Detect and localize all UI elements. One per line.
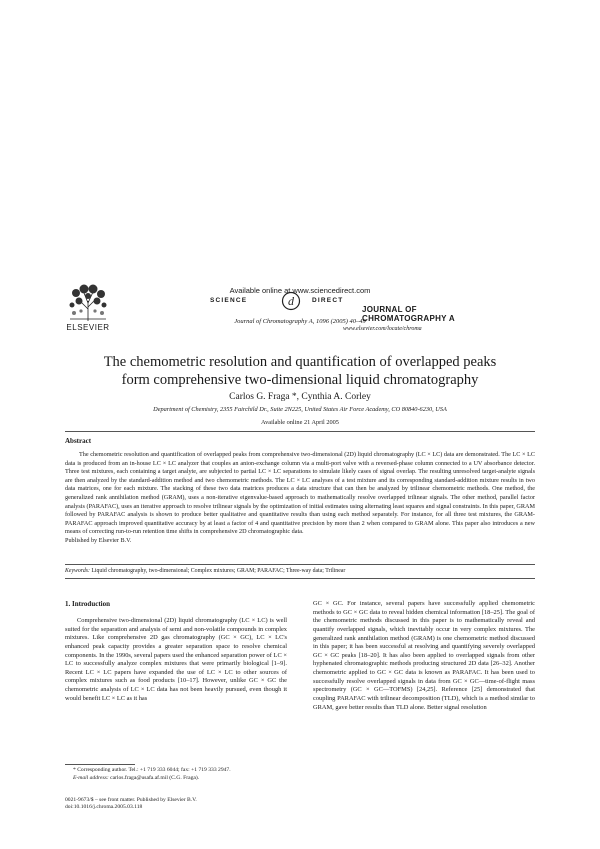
keywords-label: Keywords: bbox=[65, 568, 90, 574]
abstract-published-by: Published by Elsevier B.V. bbox=[65, 536, 132, 544]
available-online-text[interactable]: Available online at www.sciencedirect.com bbox=[229, 286, 371, 295]
keywords-list: Liquid chromatography, two-dimensional; Complex mixtures; GRAM; PARAFAC; Three-way data; Trilinear bbox=[91, 568, 346, 574]
divider-top bbox=[65, 431, 535, 432]
email-label: E-mail address: bbox=[73, 774, 109, 781]
divider-keywords bbox=[65, 564, 535, 565]
footnote bbox=[65, 767, 290, 782]
body-left-column: Comprehensive two-dimensional (2D) liquid chromatography (LC × LC) is well suited for the separation and analysis of semi and non-volatile compounds in complex mixtures. Like comprehensive 2D gas chromatography (GC × GC), LC × LC's enhanced peak capacity provides a greater separation space to resolve chemical components. In the 1990s, several papers used the enhanced separation power of LC × LC to successfully analyze complex mixtures that were primarily biological [1–9]. Recent LC × LC papers have expanded the use of LC × LC to other sources of complex mixtures such as food products [10–17]. However, unlike GC × GC the chemometric analysis of LC × LC data has not been heavily pursued, even though it would benefit LC × LC as it has bbox=[65, 617, 287, 702]
sciencedirect-d-icon bbox=[280, 291, 302, 311]
doi-line[interactable]: doi:10.1016/j.chroma.2005.03.118 bbox=[65, 804, 143, 811]
publisher-name: ELSEVIER bbox=[66, 323, 110, 332]
keywords bbox=[65, 568, 535, 574]
svg-text:d: d bbox=[288, 294, 294, 308]
sciencedirect-logo-right: DIRECT bbox=[312, 297, 344, 304]
affiliation: Department of Chemistry, 2355 Fairchild Dr., Suite 2N225, United States Air Force Academy, CO 80840-6230, USA bbox=[153, 406, 447, 413]
journal-name-line2: CHROMATOGRAPHY A bbox=[362, 314, 455, 323]
journal-url[interactable]: www.elsevier.com/locate/chroma bbox=[343, 326, 422, 332]
footnote-email bbox=[65, 775, 290, 783]
footnote-corresponding: * Corresponding author. Tel.: +1 719 333 6044; fax: +1 719 333 2947. bbox=[73, 767, 231, 773]
section-heading-introduction: 1. Introduction bbox=[65, 600, 110, 608]
article-title bbox=[0, 353, 600, 389]
email-address[interactable]: carlos.fraga@usafa.af.mil (C.G. Fraga). bbox=[110, 774, 200, 781]
footnote-divider bbox=[65, 764, 135, 765]
authors: Carlos G. Fraga *, Cynthia A. Corley bbox=[229, 392, 371, 402]
abstract-text: The chemometric resolution and quantification of overlapped peaks from comprehensive two-dimensional (2D) liquid chromatography (LC × LC) data are demonstrated. The LC × LC data is produced from an in-house LC × LC analyzer that couples an anion-exchange column via a multi-port valve with a reversed-phase column connected to a UV absorbance detector. Three test mixtures, each containing a target analyte, are subjected to partial LC × LC separations to simulate likely cases of signal overlap. The resulting unresolved target-analyte signals are then analyzed by the standard-addition method and two chemometric methods. The LC × LC analyses of a test mixture and its corresponding standard-addition mixture results in two data matrices, one for each mixture. The stacking of these two data matrices produces a data structure that can then be analyzed by trilinear chemometric methods. One method, the generalized rank annihilation method (GRAM), uses a non-iterative eigenvalue-based approach to mathematically resolve overlapped trilinear signals. The other method, parallel factor analysis (PARAFAC), uses an iterative approach to resolve trilinear signals by the optimization of initial estimates using alternating least squares and signal constraints. In this paper, GRAM followed by PARAFAC analysis is shown to produce better qualitative and quantitative results than using each method separately. For instance, for all three test mixtures, the GRAM-PARAFAC approach improved quantitative accuracy by at least a factor of 4 and quantitative precision by more than 2 when compared to GRAM alone. This paper also introduces a new means of correcting run-to-run retention time shifts in comprehensive 2D chromatographic data. bbox=[65, 451, 535, 536]
journal-name-line1: JOURNAL OF bbox=[362, 305, 417, 314]
body-right-column: GC × GC. For instance, several papers have successfully applied chemometric methods to GC × GC data to reveal hidden chemical information [18–25]. The goal of the chemometric methods discussed in this paper is to mathematically reveal and quantify overlapped signals, which inevitably occur in very complex mixtures. The generalized rank annihilation method (GRAM) is one chemometric method discussed in this paper; it has been successful at resolving and quantifying severely overlapped GC × GC peaks [18–20]. It has also been applied to overlapped signals from other hyphenated chromatographic methods producing structured 2D data [26–32]. Another chemometric applied to GC × GC data is known as PARAFAC. It has been used to successfully resolve overlapped signals in data from GC × GC—time-of-flight mass spectrometry (GC × GC—TOFMS) [24,25]. Reference [25] demonstrated that coupling PARAFAC with trilinear decomposition (TLD), which is a method similar to GRAM, gave better results than TLD alone. Better signal resolution bbox=[313, 600, 535, 711]
title-line-1: The chemometric resolution and quantification of overlapped peaks bbox=[103, 354, 497, 370]
abstract-body bbox=[65, 451, 535, 546]
divider-body bbox=[65, 578, 535, 579]
issn-line: 0021-9673/$ – see front matter. Published by Elsevier B.V. bbox=[65, 797, 197, 803]
bottom-matter bbox=[65, 797, 365, 812]
abstract-heading: Abstract bbox=[65, 437, 92, 445]
title-line-2: form comprehensive two-dimensional liquid chromatography bbox=[121, 372, 479, 388]
journal-citation: Journal of Chromatography A, 1096 (2005) 40–49 bbox=[234, 318, 366, 325]
available-online-date: Available online 21 April 2005 bbox=[261, 419, 339, 426]
journal-name bbox=[362, 305, 472, 323]
sciencedirect-logo-left: SCIENCE bbox=[210, 297, 248, 304]
